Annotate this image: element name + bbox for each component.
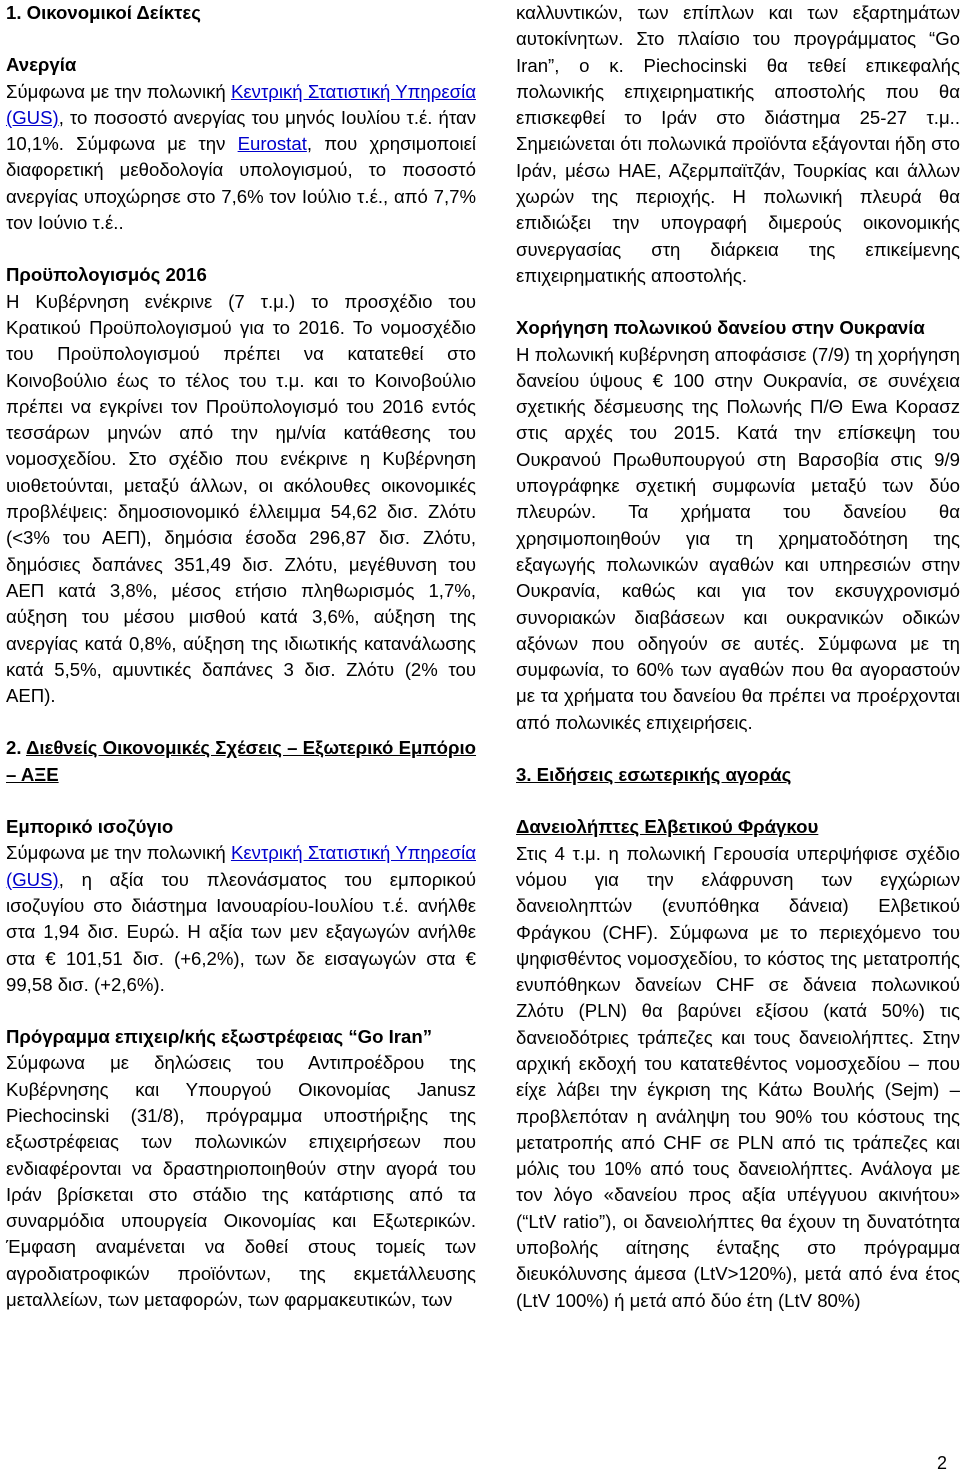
unemployment-heading: Ανεργία [6, 54, 77, 76]
ukraine-loan-paragraph: Η πολωνική κυβέρνηση αποφάσισε (7/9) τη χορήγηση δανείου ύψους € 100 στην Ουκρανία, σε συνέχεια σχετικής δέσμευσης της Πολωνής Π/Θ Ewa Κορασz στις αρχές του 2015. Κατά την επίσκεψη του Ουκρανού Πρωθυπουργού στη Βαρσοβία στις 9/9 υπογράφηκε σχετική συμφωνία μεταξύ των δύο πλευρών. Τα χρήματα του δανείου θα χρησιμοποιηθούν για τη χρηματοδότηση της εξαγωγής πολωνικών αγαθών και υπηρεσιών στην Ουκρανία, καθώς και για τον εκσυγχρονισμό συνοριακών διαβάσεων και ουκρανικών οδικών αξόνων που οδηγούν σε αυτές. Σύμφωνα με τη συμφωνία, το 60% των αγαθών που θα αγοραστούν με τα χρήματα του δανείου θα πρέπει να προέρχονται από πολωνικές επιχειρήσεις. [516, 343, 960, 733]
go-iran-paragraph: Σύμφωνα με δηλώσεις του Αντιπροέδρου της Κυβέρνησης και Υπουργού Οικονομίας Janusz Piechocinski (31/8), πρόγραμμα υποστήριξης της εξωστρέφειας των πολωνικών επιχειρήσεων που ενδιαφέρονται να δραστηριοποιηθούν στην αγορά του Ιράν βρίσκεται στο στάδιο της κατάρτισης από τα συναρμόδια υπουργεία Οικονομίας και Εξωτερικών. Έμφαση αναμένεται να δοθεί στους τομείς των αγροδιατροφικών προϊόντων, της εκμετάλλευσης μεταλλείων, των μεταφορών, των φαρμακευτικών, των [6, 1052, 476, 1311]
trade-balance-paragraph: Σύμφωνα με την πολωνική Κεντρική Στατιστική Υπηρεσία (GUS), η αξία του πλεονάσματος του εμπορικού ισοζυγίου στο διάστημα Ιανουαρίου-Ιουλίου τ.έ. ανήλθε στα 1,94 δισ. Ευρώ. Η αξία των μεν εξαγωγών ανήλθε στα € 101,51 δισ. (+6,2%), των δε εισαγωγών στα € 99,58 δισ. (+2,6%). [6, 842, 476, 995]
budget-heading: Προϋπολογισμός 2016 [6, 264, 207, 286]
eurostat-link[interactable]: Eurostat [237, 133, 307, 155]
trade-balance-heading: Εμπορικό ισοζύγιο [6, 816, 174, 838]
chf-borrowers-paragraph: Στις 4 τ.μ. η πολωνική Γερουσία υπερψήφισε σχέδιο νόμου για την ελάφρυνση των εγχώριων δανειοληπτών (ενυπόθηκα δάνεια) Ελβετικού Φράγκου (CHF). Σύμφωνα με το περιεχόμενο του ψηφισθέντος νομοσχεδίου, το κόστος της μετατροπής ενυπόθηκων δανείων CHF σε δάνεια πολωνικού Ζλότυ (PLN) θα βαρύνει εξίσου (κατά 50%) τις δανειοδότριες τράπεζες και τους δανειολήπτες. Στην αρχική εκδοχή του κατατεθέντος νομοσχεδίου – που είχε λάβει την έγκριση της Κάτω Βουλής (Sejm) – προβλεπόταν η ανάληψη του 90% του κόστους της μετατροπής από CHF σε PLN από τις τράπεζες και μόλις του 10% από τους δανειολήπτες. Ανάλογα με τον λόγο «δανείου προς αξία υπέγγυου ακινήτου» (“LtV ratio”), οι δανειολήπτες θα έχουν τη δυνατότητα υποβολής αίτησης ένταξης στο πρόγραμμα διευκόλυνσης άμεσα (LtV>120%), μετά από ένα έτος (LtV 100%) ή μετά από δύο έτη (LtV 80%) [516, 842, 960, 1311]
unemployment-paragraph: Σύμφωνα με την πολωνική Κεντρική Στατιστική Υπηρεσία (GUS), το ποσοστό ανεργίας του μηνός Ιουλίου τ.έ. ήταν 10,1%. Σύμφωνα με την Eurostat, που χρησιμοποιεί διαφορετική μεθοδολογία υπολογισμού, το ποσοστό ανεργίας υποχώρησε στο 7,6% τον Ιούλιο τ.έ., από 7,7% τον Ιούνιο τ.έ.. [6, 80, 476, 234]
gus-link[interactable]: Κεντρική Στατιστική Υπηρεσία (GUS) [6, 80, 476, 128]
chf-borrowers-heading: Δανειολήπτες Ελβετικού Φράγκου [516, 816, 819, 838]
budget-paragraph: Η Κυβέρνηση ενέκρινε (7 τ.μ.) το προσχέδιο του Κρατικού Προϋπολογισμού για το 2016. Το νομοσχέδιο του Προϋπολογισμού πρέπει να κατατεθεί στο Κοινοβούλιο έως το τέλος του τ.μ. και το Κοινοβούλιο πρέπει να εγκρίνει τον Προϋπολογισμό του 2016 εντός τεσσάρων μηνών από την ημ/νία κατάθεσης του νομοσχεδίου. Στο σχέδιο που ενέκρινε η Κυβέρνηση υιοθετούνται, μεταξύ άλλων, οι ακόλουθες οικονομικές προβλέψεις: δημοσιονομικό έλλειμμα 54,62 δισ. Ζλότυ (<3% του ΑΕΠ), δημόσια έσοδα 296,87 δισ. Ζλότυ, δημόσιες δαπάνες 351,49 δισ. Ζλότυ, μεγέθυνση του ΑΕΠ κατά 3,8%, μέσος ετήσιο πληθωρισμός 1,7%, αύξηση του μέσου μισθού κατά 3,6%, αύξηση της ανεργίας κατά 0,8%, αύξηση της ιδιωτικής κατανάλωσης κατά 5,5%, αμυντικές δαπάνες 3 δισ. Ζλότυ (2% του ΑΕΠ). [6, 290, 476, 707]
right-column [516, 0, 960, 1314]
gus-link-2[interactable]: Κεντρική Στατιστική Υπηρεσία (GUS) [6, 842, 476, 890]
go-iran-paragraph-continued: καλλυντικών, των επίπλων και των εξαρτημάτων αυτοκίνητων. Στο πλαίσιο του προγράμματος “Go Iran”, ο κ. Piechocinski θα τεθεί επικεφαλής πολωνικής επιχειρηματικής αποστολής που θα επισκεφθεί το Ιράν στο διάστημα 25-27 τ.μ.. Σημειώνεται ότι πολωνικά προϊόντα εξάγονται ήδη στο Ιράν, μέσω ΗΑΕ, Αζερμπαϊτζάν, Τουρκίας και άλλων χωρών της περιοχής. Η πολωνική πλευρά θα επιδιώξει την υπογραφή διμερούς οικονομικής συνεργασίας στη διάρκεια της επικείμενης επιχειρηματικής αποστολής. [516, 2, 960, 286]
go-iran-heading: Πρόγραμμα επιχειρ/κής εξωστρέφειας “Go Iran” [6, 1026, 433, 1048]
section-3-title: 3. Ειδήσεις εσωτερικής αγοράς [516, 764, 792, 786]
section-1-title: 1. Οικονομικοί Δείκτες [6, 2, 201, 23]
section-2-title: 2. Διεθνείς Οικονομικές Σχέσεις – Εξωτερικό Εμπόριο – ΑΞΕ [6, 737, 477, 785]
page-number: 2 [937, 1453, 948, 1473]
left-column [6, 0, 476, 1313]
ukraine-loan-heading: Χορήγηση πολωνικού δανείου στην Ουκρανία [516, 317, 925, 339]
